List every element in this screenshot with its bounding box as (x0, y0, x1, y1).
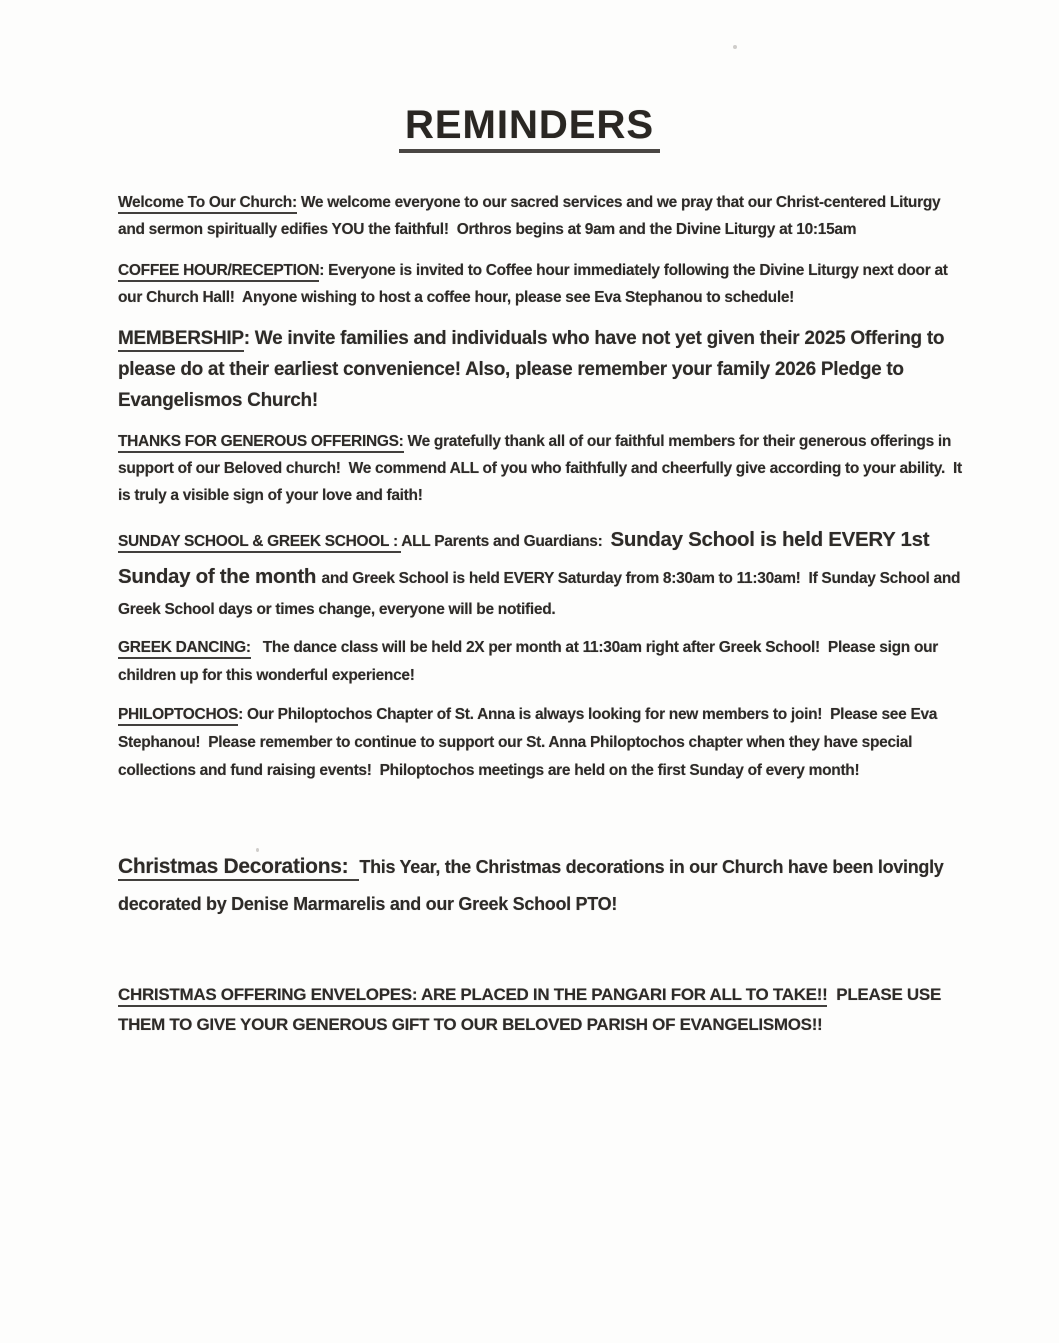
section-greek-dancing (118, 634, 970, 690)
section-sunday-school (118, 521, 970, 624)
section-philoptochos (118, 701, 970, 785)
section-christmas-envelopes-body: PLEASE USE THEM TO GIVE YOUR GENEROUS GIFT TO OUR BELOVED PARISH OF EVANGELISMOS!! (118, 985, 946, 1034)
section-christmas-envelopes-heading: CHRISTMAS OFFERING ENVELOPES: ARE PLACED IN THE PANGARI FOR ALL TO TAKE!! (118, 985, 827, 1007)
section-thanks-body: We gratefully thank all of our faithful members for their generous offerings in support of our Beloved church! We commend ALL of you who faithfully and cheerfully give according to your ability. It is truly a visible sign of your love and faith! (118, 433, 966, 504)
section-membership-body: : We invite families and individuals who have not yet given their 2025 Offering to please do at their earliest convenience! Also, please remember your family 2026 Pledge to Evangelismos Church! (118, 328, 950, 411)
section-christmas-decorations-heading: Christmas Decorations: (118, 855, 359, 881)
section-membership (118, 323, 970, 416)
section-thanks (118, 428, 970, 509)
section-sunday-school-emphasis: Sunday School is held EVERY 1st Sunday of the month (118, 528, 935, 588)
section-sunday-school-intro: ALL Parents and Guardians: (401, 533, 611, 550)
section-thanks-heading: THANKS FOR GENEROUS OFFERINGS: (118, 433, 404, 453)
section-coffee-hour-body: : Everyone is invited to Coffee hour immediately following the Divine Liturgy next door at our Church Hall! Anyone wishing to host a coffee hour, please see Eva Stephanou to schedule! (118, 262, 952, 306)
section-membership-heading: MEMBERSHIP (118, 328, 244, 352)
section-christmas-decorations (118, 848, 970, 923)
section-sunday-school-body: and Greek School is held EVERY Saturday from 8:30am to 11:30am! If Sunday School and Greek School days or times change, everyone will be notified. (118, 570, 965, 618)
section-philoptochos-heading: PHILOPTOCHOS (118, 706, 238, 726)
section-welcome-heading: Welcome To Our Church: (118, 194, 297, 214)
section-welcome-body: We welcome everyone to our sacred services and we pray that our Christ-centered Liturgy and sermon spiritually edifies YOU the faithful! Orthros begins at 9am and the Divine Liturgy at 10:15am (118, 194, 945, 238)
scan-artifact (733, 45, 737, 49)
section-coffee-hour (118, 257, 970, 311)
section-christmas-decorations-body: This Year, the Christmas decorations in our Church have been lovingly decorated by Denise Marmarelis and our Greek School PTO! (118, 857, 949, 914)
section-coffee-hour-heading: COFFEE HOUR/RECEPTION (118, 262, 319, 282)
section-philoptochos-body: : Our Philoptochos Chapter of St. Anna is always looking for new members to join! Please see Eva Stephanou! Please remember to continue to support our St. Anna Philoptochos chapter when they have special collections and fund raising events! Philoptochos meetings are held on the first Sunday of every month! (118, 706, 942, 779)
section-welcome (118, 189, 970, 243)
page-title: REMINDERS (399, 103, 660, 153)
section-christmas-envelopes (118, 980, 970, 1040)
section-greek-dancing-heading: GREEK DANCING: (118, 639, 251, 659)
section-greek-dancing-body: The dance class will be held 2X per month at 11:30am right after Greek School! Please sign our children up for this wonderful experience! (118, 639, 943, 684)
title-wrap (0, 103, 1059, 153)
section-sunday-school-heading: SUNDAY SCHOOL & GREEK SCHOOL : (118, 533, 401, 553)
